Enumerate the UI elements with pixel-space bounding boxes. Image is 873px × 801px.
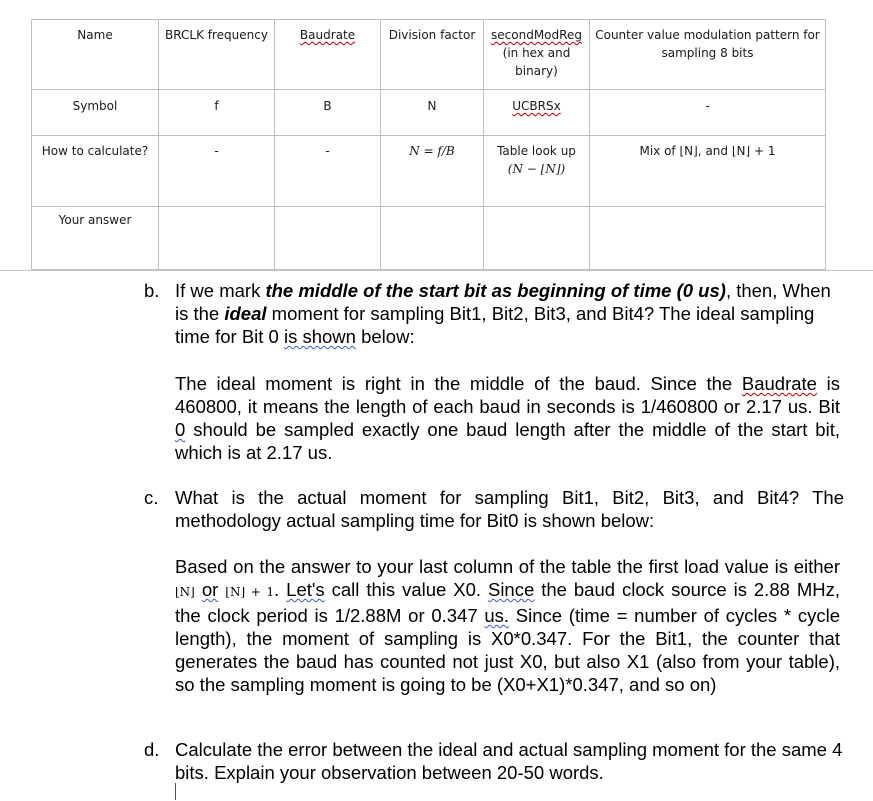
how-pattern: Mix of ⌊N⌋, and ⌊N⌋ + 1 xyxy=(590,136,826,207)
section-b-label: b. xyxy=(144,280,160,301)
b-ans-baudrate: Baudrate xyxy=(741,373,817,394)
header-division: Division factor xyxy=(381,20,484,90)
how-label: How to calculate? xyxy=(32,136,159,207)
c-ans-or: or xyxy=(201,579,219,600)
section-d-label: d. xyxy=(144,739,160,760)
c-ans-us: us. xyxy=(484,605,510,626)
c-ans-2: call this value X0. xyxy=(324,579,488,600)
header-secondmodreg-line3: binary) xyxy=(515,64,558,78)
c-ans-4: Since (time = number of cycles * cycle length), the moment of sampling is X0*0.347. For the Bit1, the counter that generates the baud has counted not just X0, but also X1 (also from your table), so the sampling moment is going to be (X0+X1)*0.347, and so on) xyxy=(175,605,840,695)
b-q-ideal: ideal xyxy=(224,303,267,324)
b-ans-2: is 460800, it means the length of each baud in seconds is 1/460800 or 2.17 us. Bit xyxy=(175,373,840,417)
header-secondmodreg-line2: (in hex and xyxy=(502,46,571,60)
text-cursor[interactable] xyxy=(175,783,176,800)
page-divider xyxy=(0,270,873,271)
table-symbol-row xyxy=(32,90,826,136)
section-c-question xyxy=(144,486,844,532)
how-table-lookup: Table look up xyxy=(497,144,576,158)
c-ans-floor-plus: ⌊N⌋ + 1 xyxy=(225,585,275,599)
section-b-question xyxy=(144,279,844,348)
header-secondmodreg-cell xyxy=(484,20,590,90)
header-baudrate: Baudrate xyxy=(299,28,356,42)
parameter-table xyxy=(31,19,826,270)
c-ans-since: Since xyxy=(487,579,535,600)
section-c-label: c. xyxy=(144,487,159,508)
how-division-formula: N = f/B xyxy=(381,136,484,207)
how-brclk: - xyxy=(159,136,275,207)
answer-cell-1[interactable] xyxy=(159,207,275,270)
how-fraction-formula: (N − ⌊N⌋) xyxy=(507,162,566,176)
header-brclk: BRCLK frequency xyxy=(159,20,275,90)
c-ans-dot: . xyxy=(274,579,287,600)
header-name: Name xyxy=(32,20,159,90)
b-ans-3: should be sampled exactly one baud length after the middle of the start bit, which is at 2.17 us. xyxy=(175,419,840,463)
how-baudrate: - xyxy=(275,136,381,207)
b-q-mid: , then, When is the xyxy=(175,280,831,324)
b-q-end: below: xyxy=(355,326,415,347)
symbol-n: N xyxy=(381,90,484,136)
how-secondmodreg-cell xyxy=(484,136,590,207)
symbol-b: B xyxy=(275,90,381,136)
b-q-pre: If we mark xyxy=(175,280,266,301)
symbol-ucbrsx: UCBRSx xyxy=(512,99,561,113)
answer-cell-4[interactable] xyxy=(484,207,590,270)
header-pattern-cell xyxy=(590,20,826,90)
d-q-text: Calculate the error between the ideal and actual sampling moment for the same 4 bits. Explain your observation between 20-50 words. xyxy=(175,739,843,783)
b-q-emph: the middle of the start bit as beginning of time (0 us) xyxy=(265,280,726,301)
answer-label: Your answer xyxy=(32,207,159,270)
table-answer-row xyxy=(32,207,826,270)
symbol-pattern: - xyxy=(590,90,826,136)
b-q-post: moment for sampling Bit1, Bit2, Bit3, and Bit4? The ideal sampling time for Bit 0 xyxy=(175,303,815,347)
c-ans-3: the baud clock source is 2.88 MHz, the clock period is 1/2.88M or 0.347 xyxy=(175,579,841,626)
c-ans-floor: ⌊N⌋ xyxy=(175,585,195,599)
header-pattern-line2: sampling 8 bits xyxy=(661,46,754,60)
table-header-row xyxy=(32,20,826,90)
header-secondmodreg: secondModReg xyxy=(491,28,582,42)
section-b-answer xyxy=(175,372,840,464)
b-q-shown: is shown xyxy=(283,326,356,347)
answer-cell-5[interactable] xyxy=(590,207,826,270)
section-d-question xyxy=(144,738,844,784)
b-ans-1: The ideal moment is right in the middle of the baud. Since the xyxy=(175,373,742,394)
header-pattern: Counter value modulation pattern for xyxy=(595,28,820,42)
answer-cell-2[interactable] xyxy=(275,207,381,270)
symbol-label: Symbol xyxy=(32,90,159,136)
c-q-text: What is the actual moment for sampling Bit1, Bit2, Bit3, and Bit4? The methodology actual sampling time for Bit0 is shown below: xyxy=(175,487,844,531)
b-ans-zero: 0 xyxy=(175,419,186,440)
symbol-f: f xyxy=(159,90,275,136)
section-c-answer xyxy=(175,555,840,696)
c-ans-1: Based on the answer to your last column of the table the first load value is either xyxy=(175,556,840,577)
c-ans-lets: Let's xyxy=(286,579,325,600)
table-how-row xyxy=(32,136,826,207)
answer-cell-3[interactable] xyxy=(381,207,484,270)
